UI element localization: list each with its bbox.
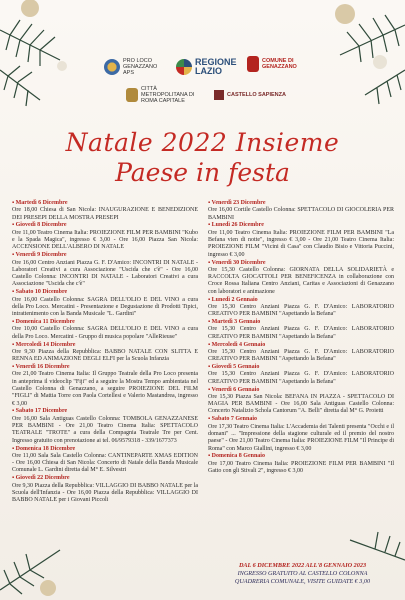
event-item: [12, 342, 198, 364]
event-date: ▪ Sabato 10 Dicembre: [12, 289, 198, 296]
event-date: ▪ Martedì 3 Gennaio: [208, 319, 394, 326]
event-item: [12, 252, 198, 288]
pine-branch-top-left: [0, 0, 120, 120]
comune-genazzano-logo: [247, 56, 300, 72]
regione-lazio-icon: [176, 59, 192, 75]
event-description: Ore 15,30 Centro Anziani Piazza G. F. D'Amico: LABORATORIO CREATIVO PER BAMBINI "Aspettando la Befana": [208, 371, 394, 385]
event-description: Ore 16,00 Cortile Castello Colonna: SPETTACOLO DI GIOCOLERIA PER BAMBINI: [208, 207, 394, 221]
event-date: ▪ Giovedì 5 Gennaio: [208, 364, 394, 371]
event-date: ▪ Domenica 8 Gennaio: [208, 453, 394, 460]
footer: [200, 562, 405, 586]
event-description: Ore 9,30 Piazza della Repubblica: BABBO NATALE CON SLITTA E RENNA ED ANIMAZIONE DEGLI ELFI per la Scuola Infanzia: [12, 348, 198, 363]
event-item: [12, 408, 198, 444]
event-item: [208, 416, 394, 452]
pro-loco-icon: [104, 59, 120, 75]
event-date: ▪ Giovedì 22 Dicembre: [12, 475, 198, 482]
right-event-column: [208, 200, 394, 476]
event-item: [12, 319, 198, 341]
event-description: Ore 10,00 Castello Colonna: SAGRA DELL'OLIO E DEL VINO a cura della Pro Loco. Mercatini - Gruppo di musica popolare "AlleRieuse": [12, 326, 198, 340]
event-item: [208, 364, 394, 386]
event-description: Ore 15,30 Centro Anziani Piazza G. F. D'Amico: LABORATORIO CREATIVO PER BAMBINI "Aspettando la Befana": [208, 303, 394, 318]
event-date: ▪ Venerdì 30 Dicembre: [208, 260, 394, 267]
event-date: ▪ Giovedì 8 Dicembre: [12, 222, 198, 229]
event-item: [208, 297, 394, 319]
logo-strip: [104, 52, 304, 110]
event-date: ▪ Domenica 11 Dicembre: [12, 319, 198, 326]
citta-metropolitana-logo: [126, 86, 195, 104]
event-description: Ore 11,00 Teatro Cinema Italia: PROIEZIONE FILM PER BAMBINI "La Befana vien di notte", ingresso € 3,00 - Ore 21,00 Teatro Cinema Italia: PROIEZIONE FILM "Vicini di Casa" con Claudio Bisio e Vittoria Puccini, ingresso € 3,00: [208, 229, 394, 258]
event-description: Ore 11,00 Teatro Cinema Italia: PROIEZIONE FILM PER BAMBINI "Kubo e la Spada Magica", ingresso € 3,00 - Ore 16,00 Piazza San Nicola: ACCENSIONE DELL'ALBERO DI NATALE: [12, 229, 199, 251]
event-description: Ore 15,30 Centro Anziani Piazza G. F. D'Amico: LABORATORIO CREATIVO PER BAMBINI "Aspettando la Befana": [208, 326, 394, 340]
event-description: Ore 18,00 Chiesa di San Nicola: INAUGURAZIONE E BENEDIZIONE DEI PRESEPI DELLA MOSTRA PRESEPI: [12, 207, 198, 221]
title-line-2: Paese in festa: [115, 158, 290, 187]
event-date: ▪ Lunedì 26 Dicembre: [208, 222, 394, 229]
event-date: ▪ Lunedì 2 Gennaio: [208, 297, 394, 304]
event-item: [208, 387, 394, 416]
event-description: Ore 21,00 Teatro Cinema Italia: Il Gruppo Teatrale della Pro Loco presenta in anteprima il videoclip "Fiji" ed a seguire la Mostra Tempo ambientata nel Castello Colonna di Genazzano, a seguire PROIEZIONE DEL FILM "FIGLI" di Mattia Torre con Paola Cortellesi e Valerio Mastandrea, ingresso € 3,00: [12, 371, 198, 407]
event-date: ▪ Venerdì 16 Dicembre: [12, 364, 198, 371]
event-description: Ore 17,30 Teatro Cinema Italia: L'Accademia dei Talenti presenta "Occhi e il domani" ... "Impressione della stagione culturale ed il premio del nostro paese" - Ore 21,00 Teatro Cinema Italia: PROIEZIONE FILM "Il Principe di Roma" con Marco Giallini, ingresso € 3,00: [208, 423, 394, 452]
regione-lazio-label: REGIONE LAZIO: [195, 57, 237, 76]
event-date: ▪ Martedì 6 Dicembre: [12, 200, 198, 207]
event-item: [208, 222, 394, 258]
pro-loco-label: PRO LOCO GENAZZANO APS: [123, 58, 158, 76]
pro-loco-logo: [104, 58, 163, 76]
event-item: [12, 364, 198, 408]
castello-sapienza-logo: [214, 90, 297, 100]
event-description: Ore 16,00 Castello Colonna: SAGRA DELL'OLIO E DEL VINO a cura della Pro Loco. Mercatini - Presentazione e Degustazione di Prodotti Tipici, intrattenimento con la Banda Musicale "L. Gardini": [12, 296, 198, 318]
event-date: ▪ Sabato 17 Dicembre: [12, 408, 198, 415]
event-item: [208, 453, 394, 475]
event-item: [12, 222, 198, 251]
event-description: Ore 16,00 Sala Antiguas Castello Colonna: TOMBOLA GENAZZANESE PER BAMBINI - Ore 21,00 Teatro Cinema Italia: SPETTACOLO TEATRALE "TROTE" a cura della Compagnia Teatrale Tre per Cent. Ingresso gratuito con prenotazione ai tel. 06/9579318 - 339/1677373: [12, 415, 198, 444]
event-date: ▪ Venerdì 9 Dicembre: [12, 252, 198, 259]
citta-metropolitana-label: CITTÀ METROPOLITANA DI ROMA CAPITALE: [141, 86, 195, 104]
event-item: [208, 319, 394, 341]
event-description: Ore 17,00 Teatro Cinema Italia: PROIEZIONE FILM PER BAMBINI "Il Gatto con gli Stivali 2", ingresso € 3,00: [208, 460, 394, 475]
pine-branch-bottom-left: [0, 510, 80, 600]
event-date: ▪ Domenica 18 Dicembre: [12, 446, 198, 453]
castello-label: CASTELLO SAPIENZA: [227, 92, 286, 98]
footer-dates: DAL 6 DICEMBRE 2022 ALL'8 GENNAIO 2023: [238, 562, 367, 569]
event-description: Ore 11,00 Sala Sala Castello Colonna: CANTINEPARTE XMAS EDITION - Ore 16,00 Chiesa di San Nicola: Concerto di Natale della Banda Musicale Comunale L. Gardini diretta dal M° E. Silvestri: [12, 452, 198, 474]
event-item: [12, 475, 198, 504]
footer-gallery-info: QUADRERIA COMUNALE, VISITE GUIDATE € 3,00: [234, 578, 371, 585]
comune-crest-icon: [247, 56, 259, 72]
event-description: Ore 15,30 Castello Colonna: GIORNATA DELLA SOLIDARIETÀ e RACCOLTA GIOCATTOLI PER BENEFICENZA in collaborazione con Croce Rossa Italiana Centro Anziani, Caritas e Associazioni di Genazzano con laboratori e animazione: [208, 266, 394, 295]
event-description: Ore 16,00 Centro Anziani Piazza G. F. D'Amico: INCONTRI DI NATALE - Laboratori Creativi a cura Associazione "Uscida che c'è" - Ore 16,00 Castello Colonna: INCONTRI DI NATALE - Laboratori Creativi a cura Associazione "Uscida che c'è": [12, 259, 198, 288]
event-item: [208, 200, 394, 222]
event-item: [12, 446, 198, 475]
title-line-1: Natale 2022 Insieme: [65, 128, 340, 157]
regione-lazio-logo: [176, 57, 237, 76]
citta-metropolitana-icon: [126, 88, 138, 102]
event-date: ▪ Venerdì 23 Dicembre: [208, 200, 394, 207]
footer-entry-info: INGRESSO GRATUITO AL CASTELLO COLONNA: [237, 570, 368, 577]
event-item: [208, 342, 394, 364]
comune-label: COMUNE DI GENAZZANO: [262, 58, 297, 70]
event-date: ▪ Mercoledì 4 Gennaio: [208, 342, 394, 349]
event-item: [12, 200, 198, 222]
event-description: Ore 15,30 Centro Anziani Piazza G. F. D'Amico: LABORATORIO CREATIVO PER BAMBINI "Aspettando la Befana": [208, 348, 394, 363]
event-item: [12, 289, 198, 318]
event-date: ▪ Mercoledì 14 Dicembre: [12, 342, 198, 349]
event-description: Ore 15,30 Piazza San Nicola: BEFANA IN PIAZZA - SPETTACOLO DI MAGIA PER BAMBINI - Ore 16,00 Sala Antiguas Castello Colonna: Concerto Natalizio Schola Cantorum "A. Belli" diretta dal M° G. Proietti: [208, 393, 394, 415]
event-description: Ore 9,30 Piazza della Repubblica: VILLAGGIO DI BABBO NATALE per la Scuola dell'Infanzia - Ore 16,00 Piazza della Repubblica: VILLAGGIO DI BABBO NATALE per i Giovani Piccoli: [12, 482, 198, 504]
event-date: ▪ Sabato 7 Gennaio: [208, 416, 394, 423]
left-event-column: [12, 200, 198, 505]
event-date: ▪ Venerdì 6 Gennaio: [208, 387, 394, 394]
event-item: [208, 260, 394, 296]
castello-icon: [214, 90, 224, 100]
